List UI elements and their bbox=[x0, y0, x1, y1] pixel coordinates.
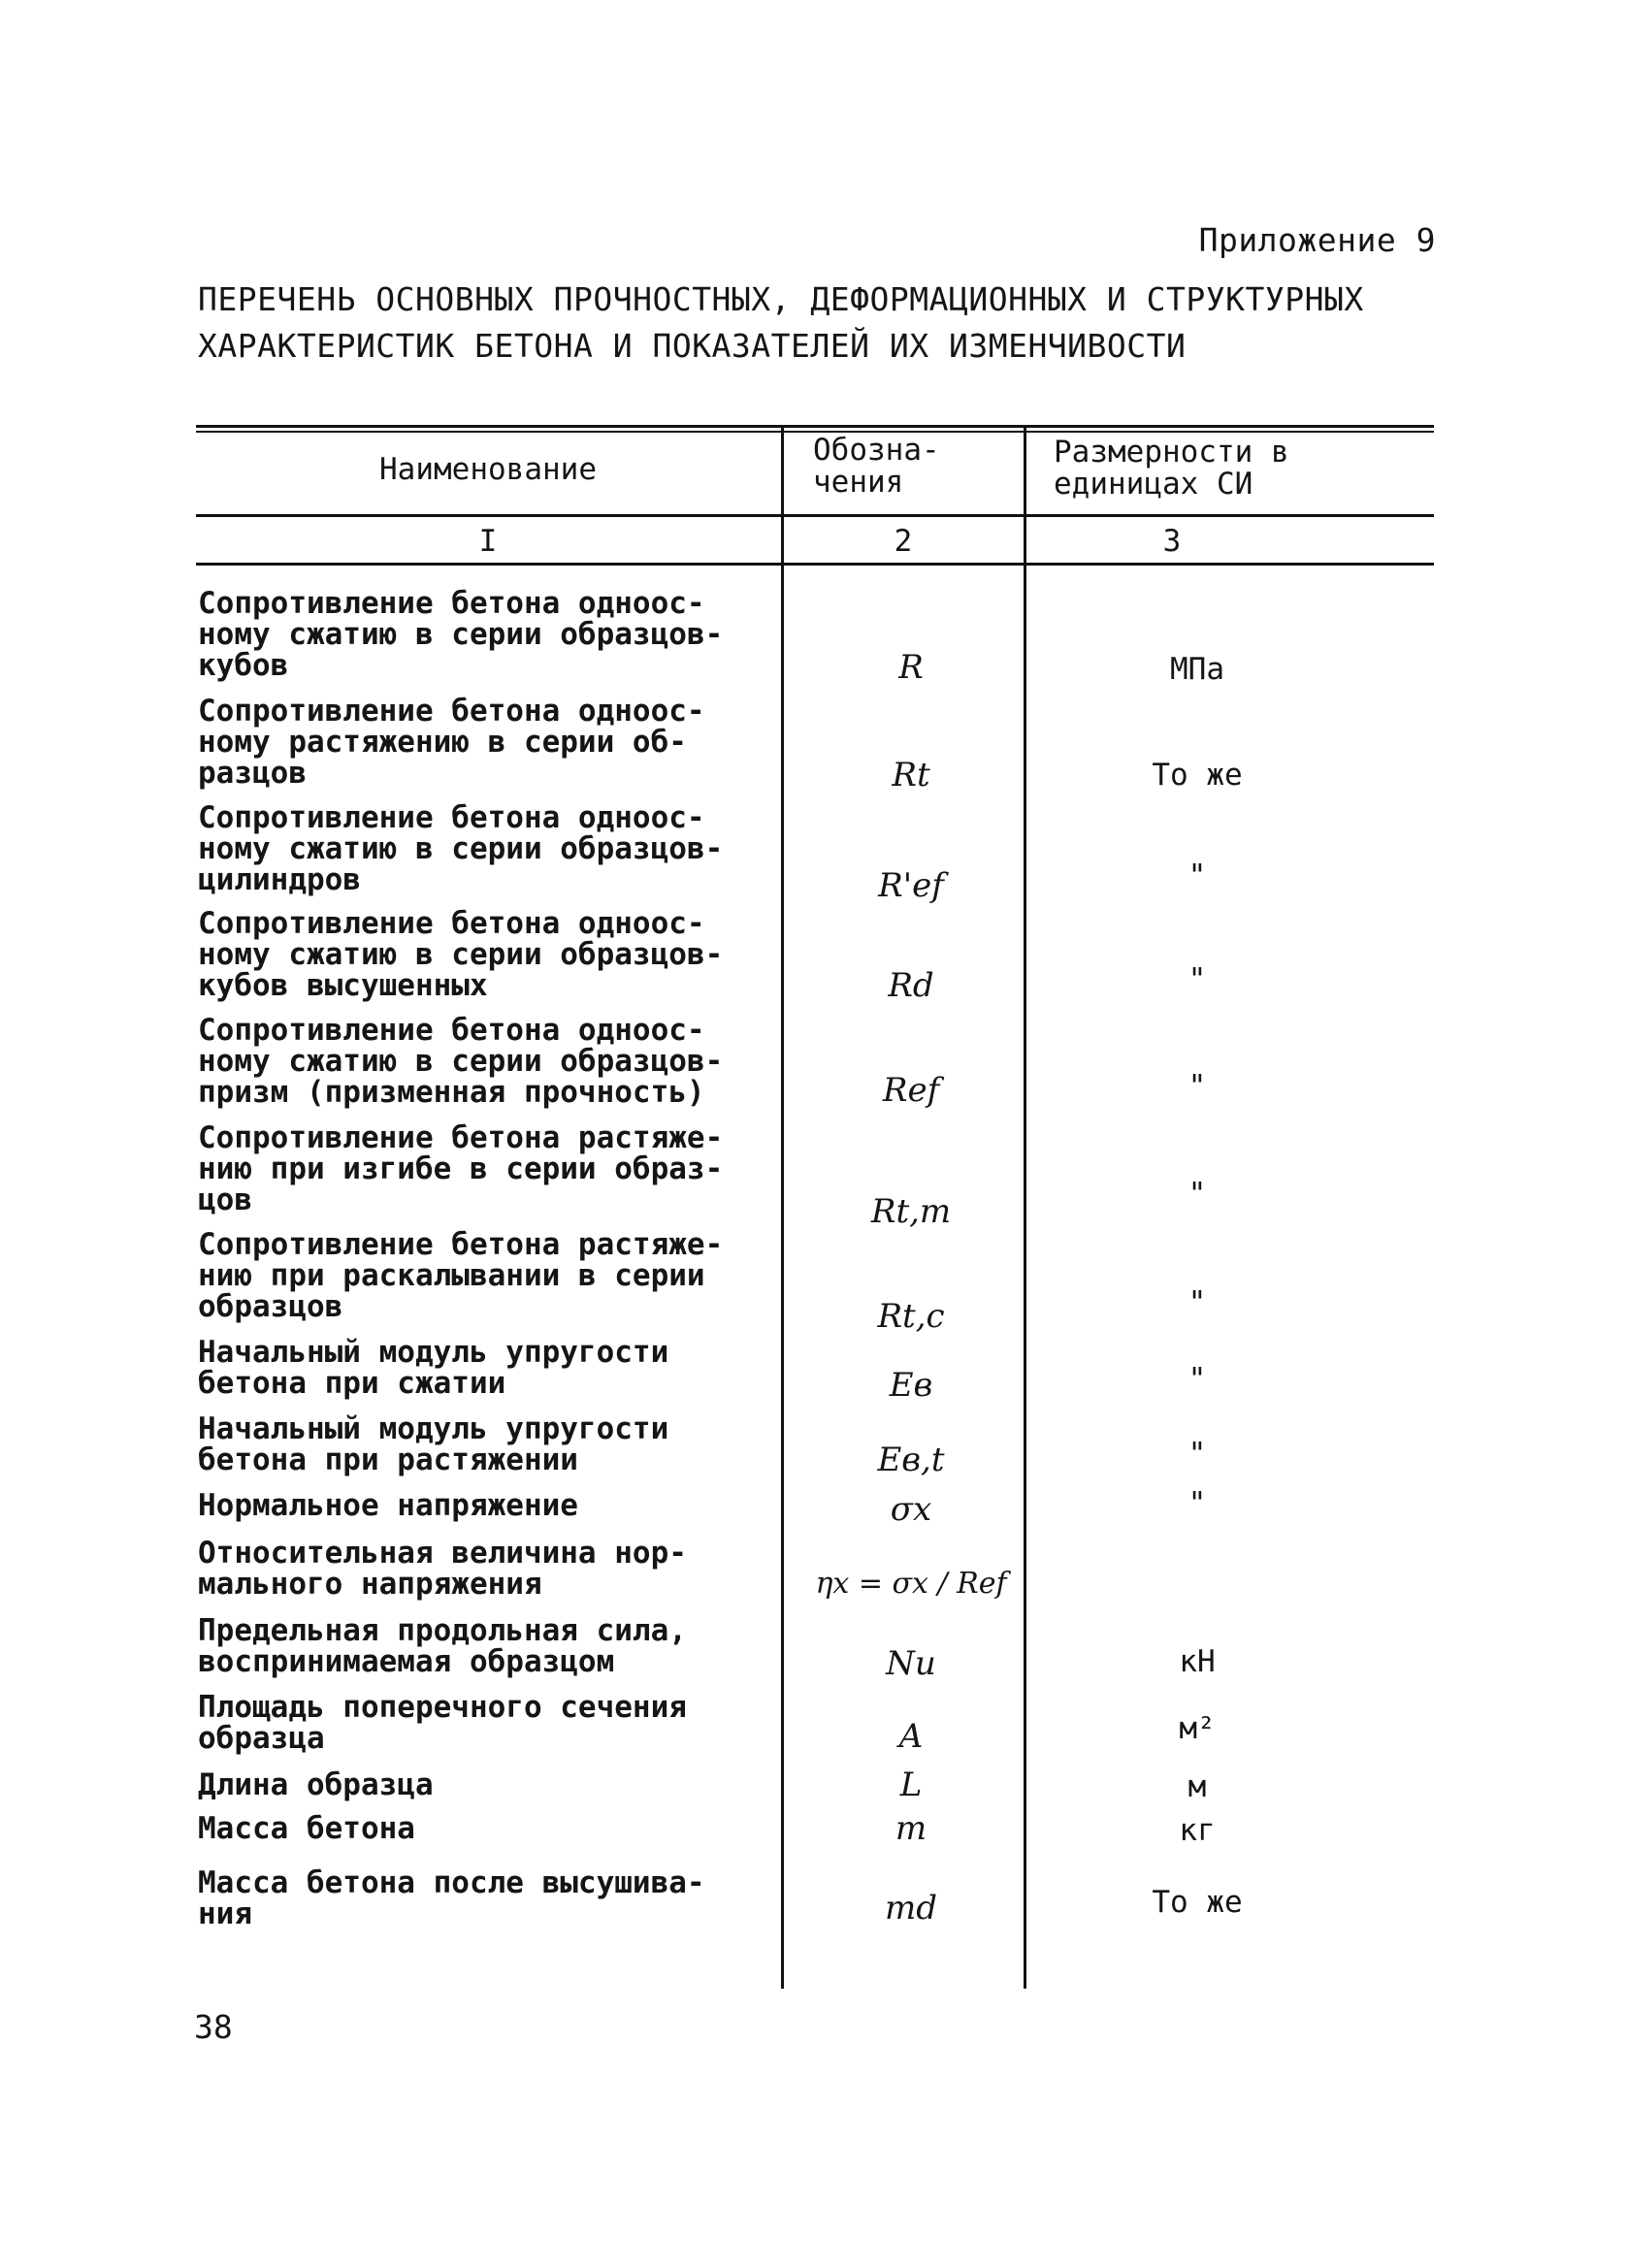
row-unit: " bbox=[1188, 1177, 1207, 1212]
row-symbol: L bbox=[899, 1766, 923, 1804]
column-number-2: 2 bbox=[894, 524, 913, 559]
row-symbol: A bbox=[898, 1717, 924, 1756]
row-unit: " bbox=[1188, 962, 1207, 997]
row-unit: кг bbox=[1179, 1813, 1216, 1848]
column-number-3: 3 bbox=[1162, 524, 1182, 559]
row-symbol: Eв bbox=[889, 1366, 933, 1405]
row-unit: " bbox=[1188, 1285, 1207, 1320]
page-number: 38 bbox=[194, 2008, 233, 2046]
row-unit: " bbox=[1188, 1069, 1207, 1104]
document-title bbox=[198, 276, 1440, 370]
row-symbol: Eв,t bbox=[877, 1441, 945, 1479]
row-symbol: σx bbox=[890, 1490, 932, 1529]
row-symbol: R'ef bbox=[878, 866, 944, 905]
row-unit: МПа bbox=[1170, 652, 1224, 687]
row-unit: м² bbox=[1179, 1711, 1216, 1746]
row-unit: " bbox=[1188, 1362, 1207, 1397]
row-name: Сопротивление бетона однооc- ному сжатию в серии образцов- призм (призменная прочность) bbox=[198, 1013, 724, 1110]
row-name: Масса бетона bbox=[198, 1811, 415, 1846]
row-symbol: R bbox=[898, 648, 924, 687]
row-name: Сопротивление бетона растяже- нию при раскалывании в серии образцов bbox=[198, 1227, 724, 1324]
row-name: Сопротивление бетона однооc- ному растяжению в серии об- разцов bbox=[198, 694, 705, 791]
title-line-2: ХАРАКТЕРИСТИК БЕТОНА И ПОКАЗАТЕЛЕЙ ИХ ИЗМЕНЧИВОСТИ bbox=[198, 327, 1187, 365]
row-name: Сопротивление бетона однооc- ному сжатию в серии образцов- кубов высушенных bbox=[198, 906, 724, 1003]
row-name: Площадь поперечного сечения образца bbox=[198, 1690, 687, 1756]
title-line-1: ПЕРЕЧЕНЬ ОСНОВНЫХ ПРОЧНОСТНЫХ, ДЕФОРМАЦИОННЫХ И СТРУКТУРНЫХ bbox=[198, 280, 1364, 318]
row-unit: То же bbox=[1152, 1885, 1243, 1920]
row-symbol: ηx = σx / Ref bbox=[815, 1567, 1007, 1601]
row-symbol: Nu bbox=[886, 1644, 936, 1683]
header-units: Размерности в единицах СИ bbox=[1054, 435, 1289, 502]
row-name: Начальный модуль упругости бетона при сжатии bbox=[198, 1335, 669, 1401]
row-name: Сопротивление бетона однооc- ному сжатию в серии образцов- цилиндров bbox=[198, 800, 724, 897]
row-unit: " bbox=[1188, 859, 1207, 893]
row-name: Сопротивление бетона растяже- нию при изгибе в серии образ- цов bbox=[198, 1120, 724, 1217]
row-symbol: m bbox=[895, 1809, 927, 1848]
header-symbol: Обозна- чения bbox=[813, 433, 940, 500]
row-symbol: Rd bbox=[888, 966, 934, 1005]
row-symbol: Rt,c bbox=[877, 1297, 945, 1336]
header-bottom-rule bbox=[196, 514, 1434, 517]
row-name: Масса бетона после высушива- ния bbox=[198, 1865, 705, 1931]
row-symbol: Rt,m bbox=[870, 1192, 952, 1231]
row-symbol: Rt bbox=[892, 756, 930, 794]
row-symbol: md bbox=[884, 1889, 937, 1928]
row-name: Сопротивление бетона однооc- ному сжатию в серии образцов- кубов bbox=[198, 586, 724, 683]
row-name: Нормальное напряжение bbox=[198, 1488, 578, 1523]
row-name: Длина образца bbox=[198, 1767, 434, 1802]
table-top-rule bbox=[196, 425, 1434, 428]
row-name: Предельная продольная сила, воспринимаемая образцом bbox=[198, 1613, 687, 1679]
column-number-rule bbox=[196, 563, 1434, 566]
row-unit: " bbox=[1188, 1437, 1207, 1472]
row-unit: м bbox=[1188, 1769, 1207, 1804]
row-name: Относительная величина нор- мального напряжения bbox=[198, 1536, 687, 1602]
row-symbol: Ref bbox=[882, 1071, 940, 1110]
row-unit: кН bbox=[1179, 1644, 1216, 1679]
column-divider-1 bbox=[781, 425, 784, 1989]
row-unit: " bbox=[1188, 1486, 1207, 1521]
row-name: Начальный модуль упругости бетона при растяжении bbox=[198, 1411, 669, 1477]
header-name: Наименование bbox=[379, 452, 597, 487]
column-number-1: I bbox=[478, 524, 498, 559]
row-unit: То же bbox=[1152, 758, 1243, 793]
appendix-label: Приложение 9 bbox=[1198, 221, 1436, 259]
